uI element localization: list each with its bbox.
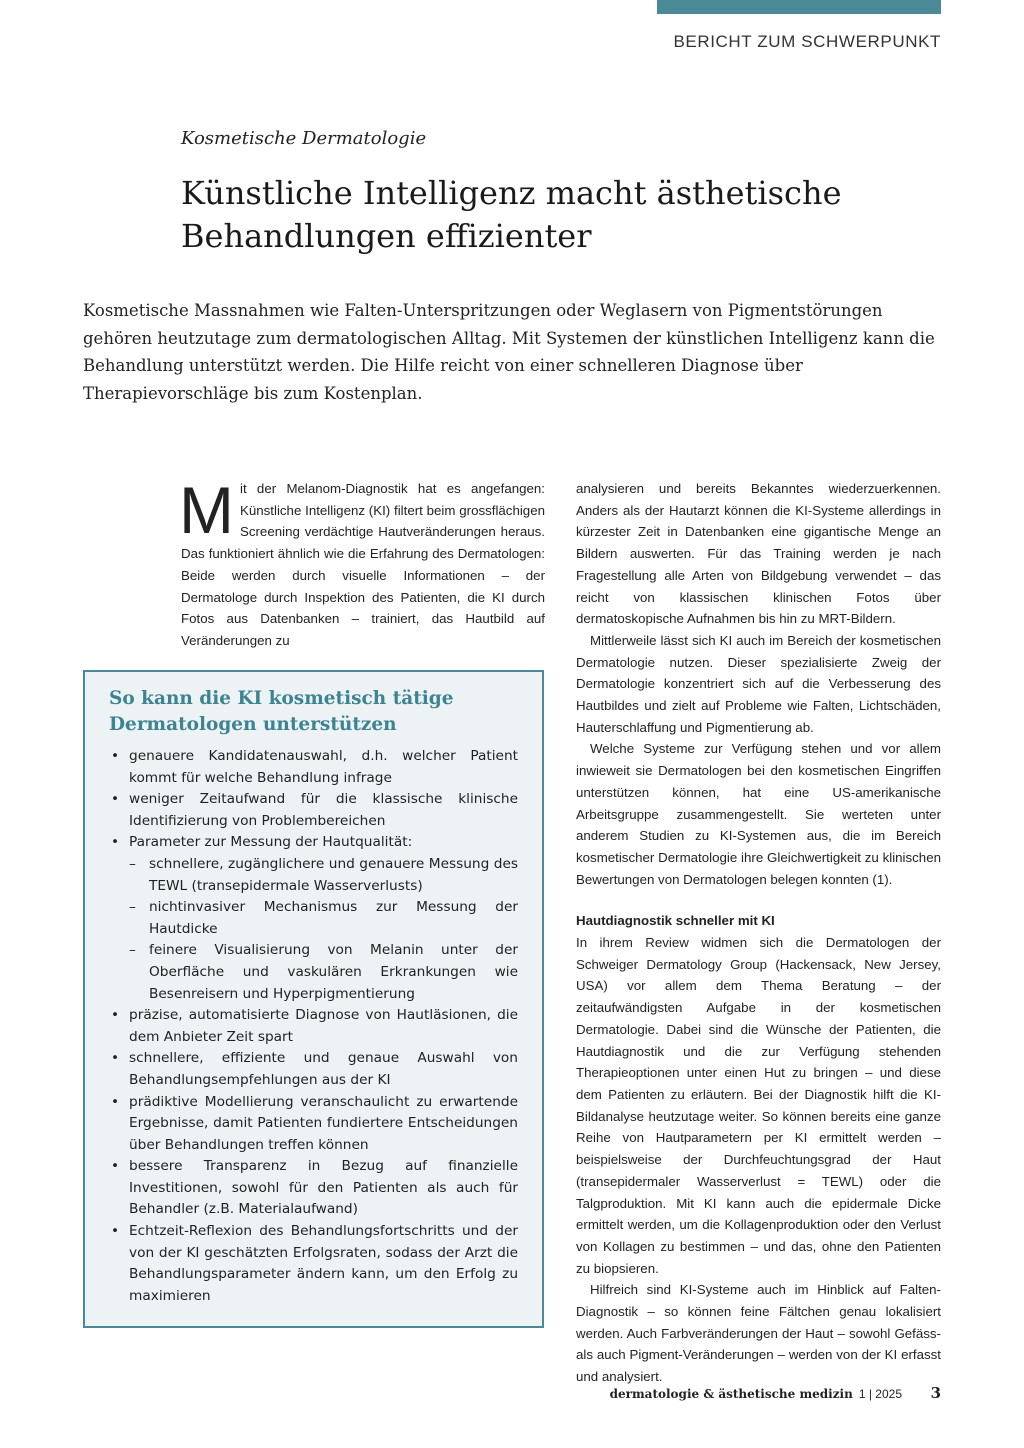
dash-icon: –	[129, 899, 136, 916]
list-item: • Echtzeit-Reflexion des Behandlungsfortschritts und der von der KI geschätzten Erfolgsraten, sodass der Arzt die Behandlungsparameter ändern kann, um den Erfolg zu maximieren	[111, 1223, 518, 1304]
bullet-icon: •	[111, 1223, 120, 1240]
bullet-icon: •	[111, 748, 120, 764]
bullet-icon: •	[111, 1158, 120, 1175]
bullet-icon: •	[111, 1007, 120, 1024]
box-title-line-1: So kann die KI kosmetisch tätige	[109, 688, 454, 709]
section-label: BERICHT ZUM SCHWERPUNKT	[673, 32, 941, 51]
list-item: • schnellere, effiziente und genaue Auswahl von Behandlungsempfehlungen aus der KI	[111, 1050, 518, 1088]
intro-text: it der Melanom-Diagnostik hat es angefangen: Künstliche Intelligenz (KI) filtert beim grossflächigen Screening verdächtige Hautveränderungen heraus. Das funktioniert ähnlich wie die Erfahrung des Dermatologen: Beide werden durch visuelle Informationen – der Dermatologe durch Inspektion des Patienten, die KI durch Fotos aus Datenbanken – trainiert, das Hautbild auf Veränderungen zu	[181, 481, 545, 648]
list-item: • bessere Transparenz in Bezug auf finanzielle Investitionen, sowohl für den Patienten als auch für Behandler (z.B. Materialaufwand)	[111, 1158, 518, 1218]
list-item: • genauere Kandidatenauswahl, d.h. welcher Patient kommt für welche Behandlung infrage	[111, 748, 518, 786]
sub-list-item: – feinere Visualisierung von Melanin unter der Oberfläche und vaskulären Erkrankungen wie Besenreisern und Hyperpigmentierung	[129, 942, 518, 1002]
bullet-icon: •	[111, 791, 120, 808]
list-item: • weniger Zeitaufwand für die klassische klinische Identifizierung von Problembereichen	[111, 791, 518, 829]
page-number: 3	[930, 1384, 941, 1402]
bullet-icon: •	[111, 1050, 120, 1067]
dash-icon: –	[129, 942, 136, 959]
body-paragraph: Hilfreich sind KI-Systeme auch im Hinblick auf Falten-Diagnostik – so können feine Fältchen genau lokalisiert werden. Auch Farbveränderungen der Haut – sowohl Gefäss- als auch Pigment-Veränderungen – werden von der KI erfasst und analysiert.	[576, 1282, 941, 1385]
info-box-title	[109, 686, 518, 738]
list-item: • prädiktive Modellierung veranschaulicht zu erwartende Ergebnisse, damit Patienten fundiertere Entscheidungen über Behandlungen treffen können	[111, 1093, 518, 1153]
bullet-icon: •	[111, 1093, 120, 1110]
publication-name: dermatologie & ästhetische medizin	[609, 1387, 853, 1401]
issue-number: 1 | 2025	[858, 1387, 902, 1401]
title-line-1: Künstliche Intelligenz macht ästhetische	[181, 174, 842, 212]
list-item: • Parameter zur Messung der Hautqualität: – schnellere, zugänglichere und genauere Messung des TEWL (transepidermale Wasserverlusts) – nichtinvasiver Mechanismus zur Messung der Hautdicke – feinere Visualisierung von Melanin unter der Oberfläche und vaskulären Erkrankungen wie Besenreisern und Hyperpigmentierung	[109, 832, 518, 1005]
info-box-list	[109, 746, 518, 1307]
header-accent-bar	[657, 0, 941, 14]
dash-icon: –	[129, 855, 136, 872]
sub-list-item: – schnellere, zugänglichere und genauere Messung des TEWL (transepidermale Wasserverlusts)	[129, 855, 518, 894]
body-paragraph: analysieren und bereits Bekanntes wiederzuerkennen. Anders als der Hautarzt können die KI-Systeme allerdings in kürzester Zeit in Datenbanken eine gigantische Menge an Bildern auswerten. Für das Training werden je nach Fragestellung alle Arten von Bildgebung verwendet – das reicht von klassischen klinischen Fotos über dermatoskopische Aufnahmen bis hin zu MRT-Bildern.	[576, 481, 941, 627]
body-paragraph: Mittlerweile lässt sich KI auch im Bereich der kosmetischen Dermatologie nutzen. Dieser spezialisierte Zweig der Dermatologie konzentriert sich auf die Verbesserung des Hautbildes und zielt auf Probleme wie Falten, Lichtschäden, Hauterschlaffung und Pigmentierung ab.	[576, 632, 941, 735]
article-kicker: Kosmetische Dermatologie	[181, 128, 427, 149]
info-box	[83, 670, 544, 1328]
article-title	[181, 172, 941, 258]
subheading: Hautdiagnostik schneller mit KI	[576, 913, 775, 929]
title-line-2: Behandlungen effizienter	[181, 217, 592, 255]
sub-list-item: – nichtinvasiver Mechanismus zur Messung der Hautdicke	[129, 899, 518, 937]
box-title-line-2: Dermatologen unterstützen	[109, 714, 397, 735]
article-lead: Kosmetische Massnahmen wie Falten-Unterspritzungen oder Weglasern von Pigmentstörungen gehören heutzutage zum dermatologischen Alltag. Mit Systemen der künstlichen Intelligenz kann die Behandlung unterstützt werden. Die Hilfe reicht von einer schnelleren Diagnose über Therapievorschläge bis zum Kostenplan.	[83, 301, 935, 403]
intro-paragraph	[179, 473, 545, 652]
drop-cap: M	[179, 473, 234, 547]
left-column	[179, 473, 545, 652]
footer	[610, 1387, 902, 1401]
sub-list	[129, 854, 518, 1005]
body-paragraph: Welche Systeme zur Verfügung stehen und vor allem inwieweit sie Dermatologen bei den kosmetischen Eingriffen unterstützen können, hat eine US-amerikanische Arbeitsgruppe zusammengestellt. Sie werteten unter anderem Studien zu KI-Systemen aus, die im Bereich kosmetischer Dermatologie ihre Gleichwertigkeit zu klinischen Bewertungen von Dermatologen belegen konnten (1).	[576, 741, 941, 887]
bullet-icon: •	[111, 834, 120, 851]
body-paragraph: In ihrem Review widmen sich die Dermatologen der Schweiger Dermatology Group (Hackensack, New Jersey, USA) vor allem dem Thema Beratung – der zeitaufwändigsten Aufgabe in der kosmetischen Dermatologie. Dabei sind die Wünsche der Patienten, die Hautdiagnostik und die zur Verfügung stehenden Therapieoptionen unter einen Hut zu bringen – und diese dem Patienten zu erläutern. Bei der Diagnostik hilft die KI-Bildanalyse heutzutage weiter. So können bereits eine ganze Reihe von Hautparametern per KI ermittelt werden – beispielsweise der Durchfeuchtungsgrad der Haut (transepidermaler Wasserverlust = TEWL) oder die Talgproduktion. Mit KI kann auch die epidermale Dicke ermittelt werden, um die Kollagenproduktion oder den Verlust von Kollagen zu bestimmen – und das, ohne den Patienten zu biopsieren.	[576, 935, 941, 1276]
right-column	[576, 478, 941, 1388]
list-item: • präzise, automatisierte Diagnose von Hautläsionen, die dem Anbieter Zeit spart	[111, 1007, 518, 1045]
